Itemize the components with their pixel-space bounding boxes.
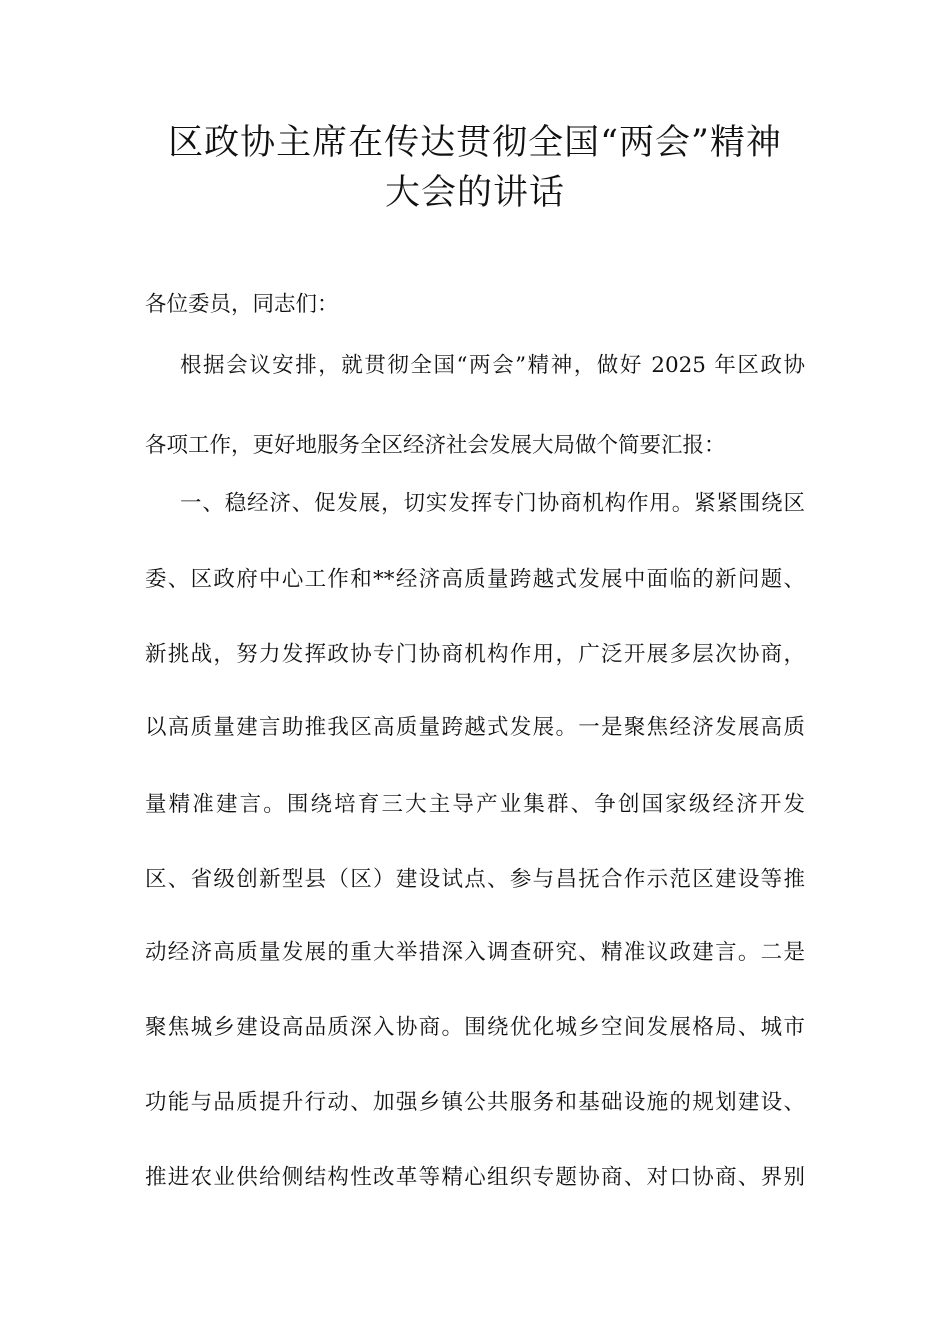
body-line: 一、稳经济、促发展，切实发挥专门协商机构作用。紧紧围绕区 — [180, 491, 805, 516]
document-title-line-1: 区政协主席在传达贯彻全国“两会”精神 — [168, 123, 782, 163]
document-title-line-2: 大会的讲话 — [384, 173, 565, 213]
body-line: 区、省级创新型县（区）建设试点、参与昌抚合作示范区建设等推 — [145, 867, 805, 892]
body-line: 各项工作，更好地服务全区经济社会发展大局做个简要汇报： — [145, 433, 726, 458]
body-line: 以高质量建言助推我区高质量跨越式发展。一是聚焦经济发展高质 — [145, 715, 805, 740]
body-line: 量精准建言。围绕培育三大主导产业集群、争创国家级经济开发 — [145, 792, 805, 817]
body-line: 功能与品质提升行动、加强乡镇公共服务和基础设施的规划建设、 — [145, 1090, 805, 1115]
body-line: 推进农业供给侧结构性改革等精心组织专题协商、对口协商、界别 — [145, 1165, 805, 1190]
body-line: 新挑战，努力发挥政协专门协商机构作用，广泛开展多层次协商， — [145, 642, 805, 667]
body-line: 根据会议安排，就贯彻全国“两会”精神，做好 2025 年区政协 — [180, 353, 805, 378]
salutation: 各位委员，同志们： — [145, 292, 339, 317]
body-line: 动经济高质量发展的重大举措深入调查研究、精准议政建言。二是 — [145, 940, 805, 965]
body-line: 委、区政府中心工作和**经济高质量跨越式发展中面临的新问题、 — [145, 567, 805, 592]
body-line: 聚焦城乡建设高品质深入协商。围绕优化城乡空间发展格局、城市 — [145, 1015, 805, 1040]
